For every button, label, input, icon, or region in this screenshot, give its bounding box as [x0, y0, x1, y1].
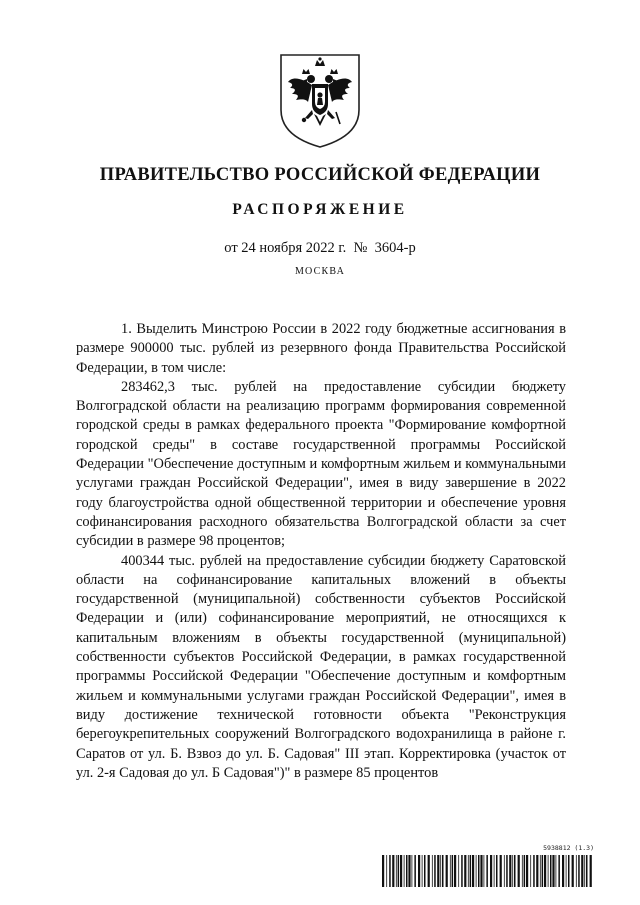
paragraph-3: 400344 тыс. рублей на предоставление субсидии бюджету Саратовской области на софинансирование капитальных вложений в объекты государственной (муниципальной) собственности субъектов Российской Федерации и (или) софинансирование мероприятий, не относящихся к капитальным вложениям в объекты государственной (муниципальной) собственности субъектов Российской Федерации, в рамках государственной программы Российской Федерации "Обеспечение доступным и комфортным жильем и коммунальными услугами граждан Российской Федерации", имея в виду достижение технической готовности объекта "Реконструкция берегоукрепительных сооружений Волгоградского водохранилища в районе г. Саратов от ул. Б. Взвоз до ул. Б. Садовая" III этап. Корректировка (участок от ул. 2-я Садовая до ул. Б Садовая")" в размере 85 процентов [76, 552, 566, 781]
government-title: ПРАВИТЕЛЬСТВО РОССИЙСКОЙ ФЕДЕРАЦИИ [99, 165, 541, 185]
document-date-number: от 24 ноября 2022 г. № 3604-р [224, 240, 416, 256]
document-city: МОСКВА [294, 266, 346, 277]
paragraph-1: 1. Выделить Минстрою России в 2022 году бюджетные ассигнования в размере 900000 тыс. рублей из резервного фонда Правительства Российской Федерации, в том числе: [76, 321, 566, 376]
barcode-icon [382, 855, 594, 887]
document-body [76, 320, 566, 783]
coat-of-arms-emblem [278, 52, 362, 150]
paragraph-2: 283462,3 тыс. рублей на предоставление субсидии бюджету Волгоградской области на реализацию программ формирования современной городской среды в рамках федерального проекта "Формирование комфортной городской среды" в составе государственной программы Российской Федерации "Обеспечение доступным и комфортным жильем и коммунальными услугами граждан Российской Федерации", имея в виду завершение в 2022 году благоустройства одной общественной территории и обеспечение уровня софинансирования расходного обязательства Волгоградской области за счет субсидии в размере 98 процентов; [76, 378, 566, 550]
document-barcode [382, 844, 594, 888]
document-type: РАСПОРЯЖЕНИЕ [232, 201, 408, 218]
barcode-id: 5938812 (1.3) [543, 844, 594, 852]
